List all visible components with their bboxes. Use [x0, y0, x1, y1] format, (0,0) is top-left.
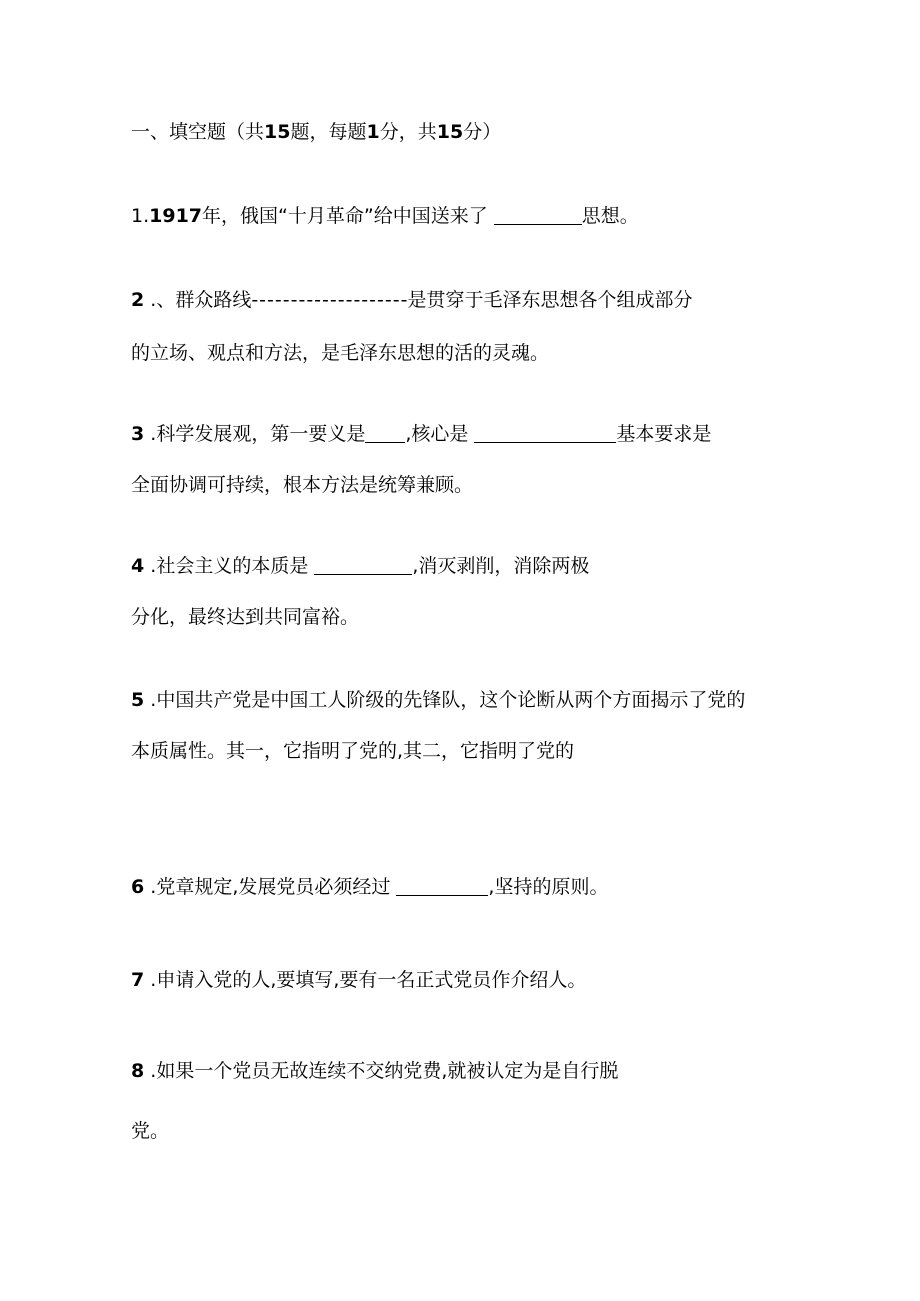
- question-1: 1.1917年，俄国“十月革命”给中国送来了 思想。: [131, 205, 639, 227]
- question-2: 2 .、群众路线--------------------是贯穿于毛泽东思想各个组成部分: [131, 289, 693, 311]
- question-5-continuation: 本质属性。其一，它指明了党的,其二，它指明了党的: [131, 740, 575, 762]
- question-3: 3 .科学发展观，第一要义是 ,核心是 基本要求是: [131, 423, 712, 445]
- question-5: 5 .中国共产党是中国工人阶级的先锋队，这个论断从两个方面揭示了党的: [131, 689, 746, 711]
- answer-blank[interactable]: [365, 424, 405, 443]
- section-heading: 一、填空题（共15题，每题1分，共15分）: [131, 121, 502, 143]
- question-4-continuation: 分化，最终达到共同富裕。: [131, 606, 360, 628]
- question-6: 6 .党章规定,发展党员必须经过 ,坚持的原则。: [131, 876, 609, 898]
- question-8: 8 .如果一个党员无故连续不交纳党费,就被认定为是自行脱: [131, 1060, 619, 1082]
- question-2-continuation: 的立场、观点和方法，是毛泽东思想的活的灵魂。: [131, 342, 550, 364]
- question-3-continuation: 全面协调可持续，根本方法是统筹兼顾。: [131, 474, 474, 496]
- question-8-continuation: 党。: [131, 1120, 170, 1142]
- answer-blank[interactable]: [494, 206, 582, 225]
- question-4: 4 .社会主义的本质是 ,消灭剥削，消除两极: [131, 555, 590, 577]
- answer-blank[interactable]: [396, 877, 488, 896]
- question-7: 7 .申请入党的人,要填写,要有一名正式党员作介绍人。: [131, 969, 587, 991]
- answer-blank[interactable]: [474, 424, 616, 443]
- answer-blank[interactable]: [314, 556, 412, 575]
